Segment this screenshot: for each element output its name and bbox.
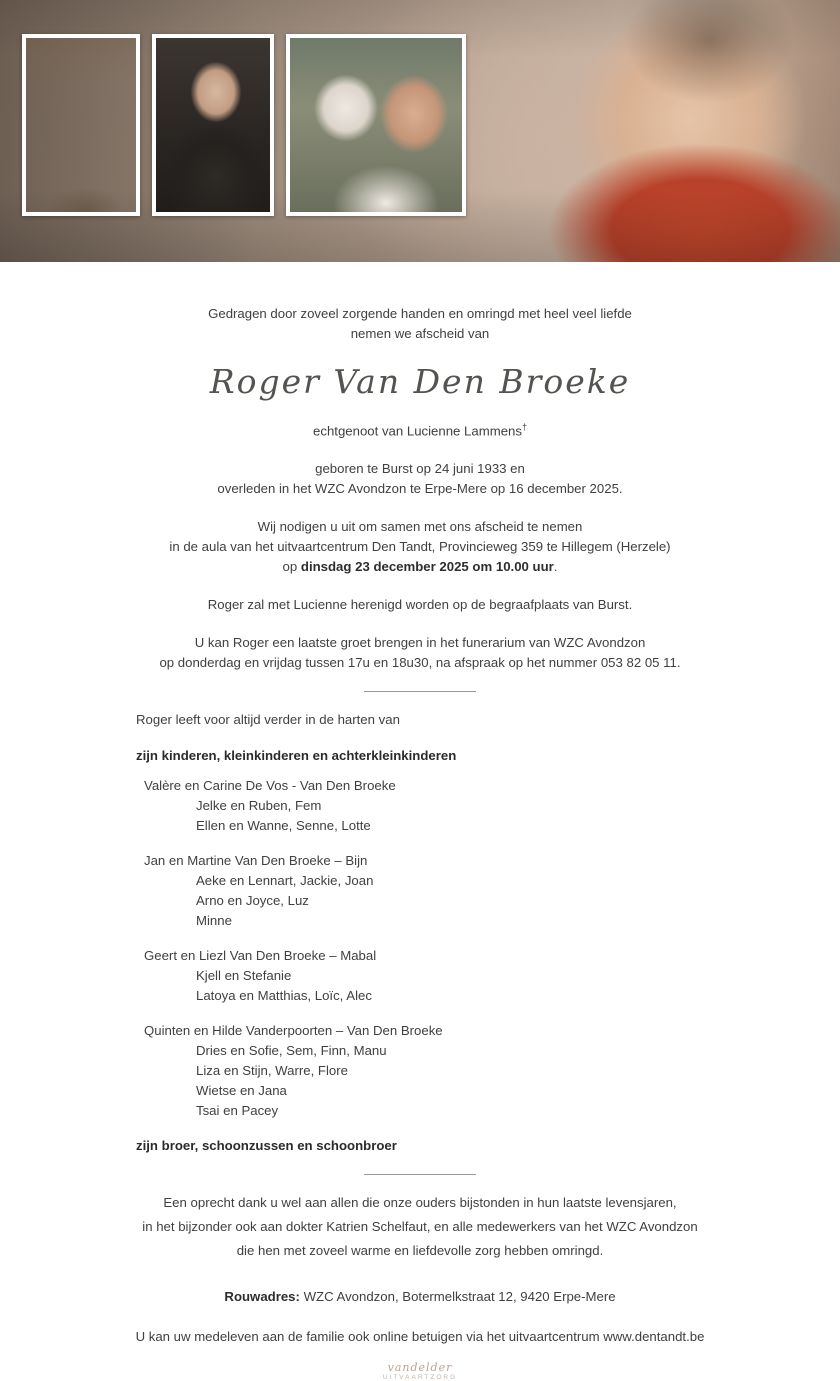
family-group <box>136 776 730 836</box>
portrait-young-man-uniform-image <box>156 38 270 212</box>
family-lead: Roger leeft voor altijd verder in de harten van <box>136 712 400 728</box>
family-group <box>136 851 730 931</box>
family-child: Jelke en Ruben, Fem <box>196 798 322 814</box>
family-child: Kjell en Stefanie <box>196 968 292 984</box>
invite-prefix: op <box>282 559 301 575</box>
funeral-home-logo-subtitle: UITVAARTZORG <box>382 1374 458 1381</box>
invite-line-2: in de aula van het uitvaartcentrum Den Tandt, Provincieweg 359 te Hillegem (Herzele) <box>169 539 671 555</box>
portrait-young-man-uniform <box>152 34 274 216</box>
family-parent: Valère en Carine De Vos - Van Den Broeke <box>144 778 396 794</box>
mourning-address-label: Rouwadres: <box>224 1289 300 1305</box>
family-child: Liza en Stijn, Warre, Flore <box>196 1063 348 1079</box>
funeral-home-logo-text: vandelder <box>387 1361 453 1375</box>
thanks-line-1: Een oprecht dank u wel aan allen die onze ouders bijstonden in hun laatste levensjaren, <box>163 1195 677 1211</box>
online-condolences-line: U kan uw medeleven aan de familie ook online betuigen via het uitvaartcentrum www.dentandt.be <box>135 1329 705 1345</box>
family-child: Aeke en Lennart, Jackie, Joan <box>196 873 374 889</box>
service-datetime: dinsdag 23 december 2025 om 10.00 uur <box>300 559 554 575</box>
family-photo-vintage-image <box>26 38 136 212</box>
family-child: Arno en Joyce, Luz <box>196 893 309 909</box>
visit-line-1: U kan Roger een laatste groet brengen in het funerarium van WZC Avondzon <box>194 635 646 651</box>
divider-bottom <box>364 1174 476 1175</box>
intro-line-2: nemen we afscheid van <box>350 326 490 341</box>
invite-line-3 <box>0 557 840 577</box>
header-photo-band <box>0 0 840 262</box>
born-line: geboren te Burst op 24 juni 1933 en <box>315 461 525 477</box>
funeral-home-logo <box>0 1361 840 1381</box>
family-tail: zijn broer, schoonzussen en schoonbroer <box>136 1138 397 1154</box>
family-child: Latoya en Matthias, Loïc, Alec <box>196 988 372 1004</box>
burial-line: Roger zal met Lucienne herenigd worden op de begraafplaats van Burst. <box>207 597 633 613</box>
died-line: overleden in het WZC Avondzon te Erpe-Mere op 16 december 2025. <box>217 481 623 497</box>
thanks-line-3: die hen met zoveel warme en liefdevolle zorg hebben omringd. <box>236 1243 604 1259</box>
spouse-text: echtgenoot van Lucienne Lammens <box>313 423 522 439</box>
family-group <box>136 946 730 1006</box>
family-parent: Quinten en Hilde Vanderpoorten – Van Den Broeke <box>144 1023 443 1039</box>
mourning-address-value: WZC Avondzon, Botermelkstraat 12, 9420 Erpe-Mere <box>299 1289 616 1305</box>
family-photo-vintage <box>22 34 140 216</box>
thanks-line-2: in het bijzonder ook aan dokter Katrien Schelfaut, en alle medewerkers van het WZC Avondzon <box>142 1219 698 1235</box>
family-child: Tsai en Pacey <box>196 1103 279 1119</box>
couple-photo <box>286 34 466 216</box>
visit-line-2: op donderdag en vrijdag tussen 17u en 18u30, na afspraak op het nummer 053 82 05 11. <box>159 655 681 671</box>
invite-suffix: . <box>553 559 558 575</box>
family-child: Minne <box>196 913 232 929</box>
family-section <box>110 710 730 1156</box>
dagger-icon: † <box>521 422 527 432</box>
family-heading: zijn kinderen, kleinkinderen en achterkleinkinderen <box>136 748 457 764</box>
spouse-line <box>0 417 840 441</box>
family-parent: Jan en Martine Van Den Broeke – Bijn <box>144 853 368 869</box>
deceased-name: Roger Van Den Broeke <box>209 362 631 401</box>
family-child: Dries en Sofie, Sem, Finn, Manu <box>196 1043 387 1059</box>
family-child: Wietse en Jana <box>196 1083 287 1099</box>
memorial-content <box>0 262 840 1381</box>
couple-photo-image <box>290 38 462 212</box>
family-group <box>136 1021 730 1121</box>
family-photo-vintage-shading <box>26 38 136 212</box>
divider-top <box>364 691 476 692</box>
family-child: Ellen en Wanne, Senne, Lotte <box>196 818 371 834</box>
family-parent: Geert en Liezl Van Den Broeke – Mabal <box>144 948 377 964</box>
invite-line-1: Wij nodigen u uit om samen met ons afscheid te nemen <box>257 519 583 535</box>
mourning-address <box>0 1287 840 1307</box>
intro-line-1: Gedragen door zoveel zorgende handen en omringd met heel veel liefde <box>208 306 632 321</box>
